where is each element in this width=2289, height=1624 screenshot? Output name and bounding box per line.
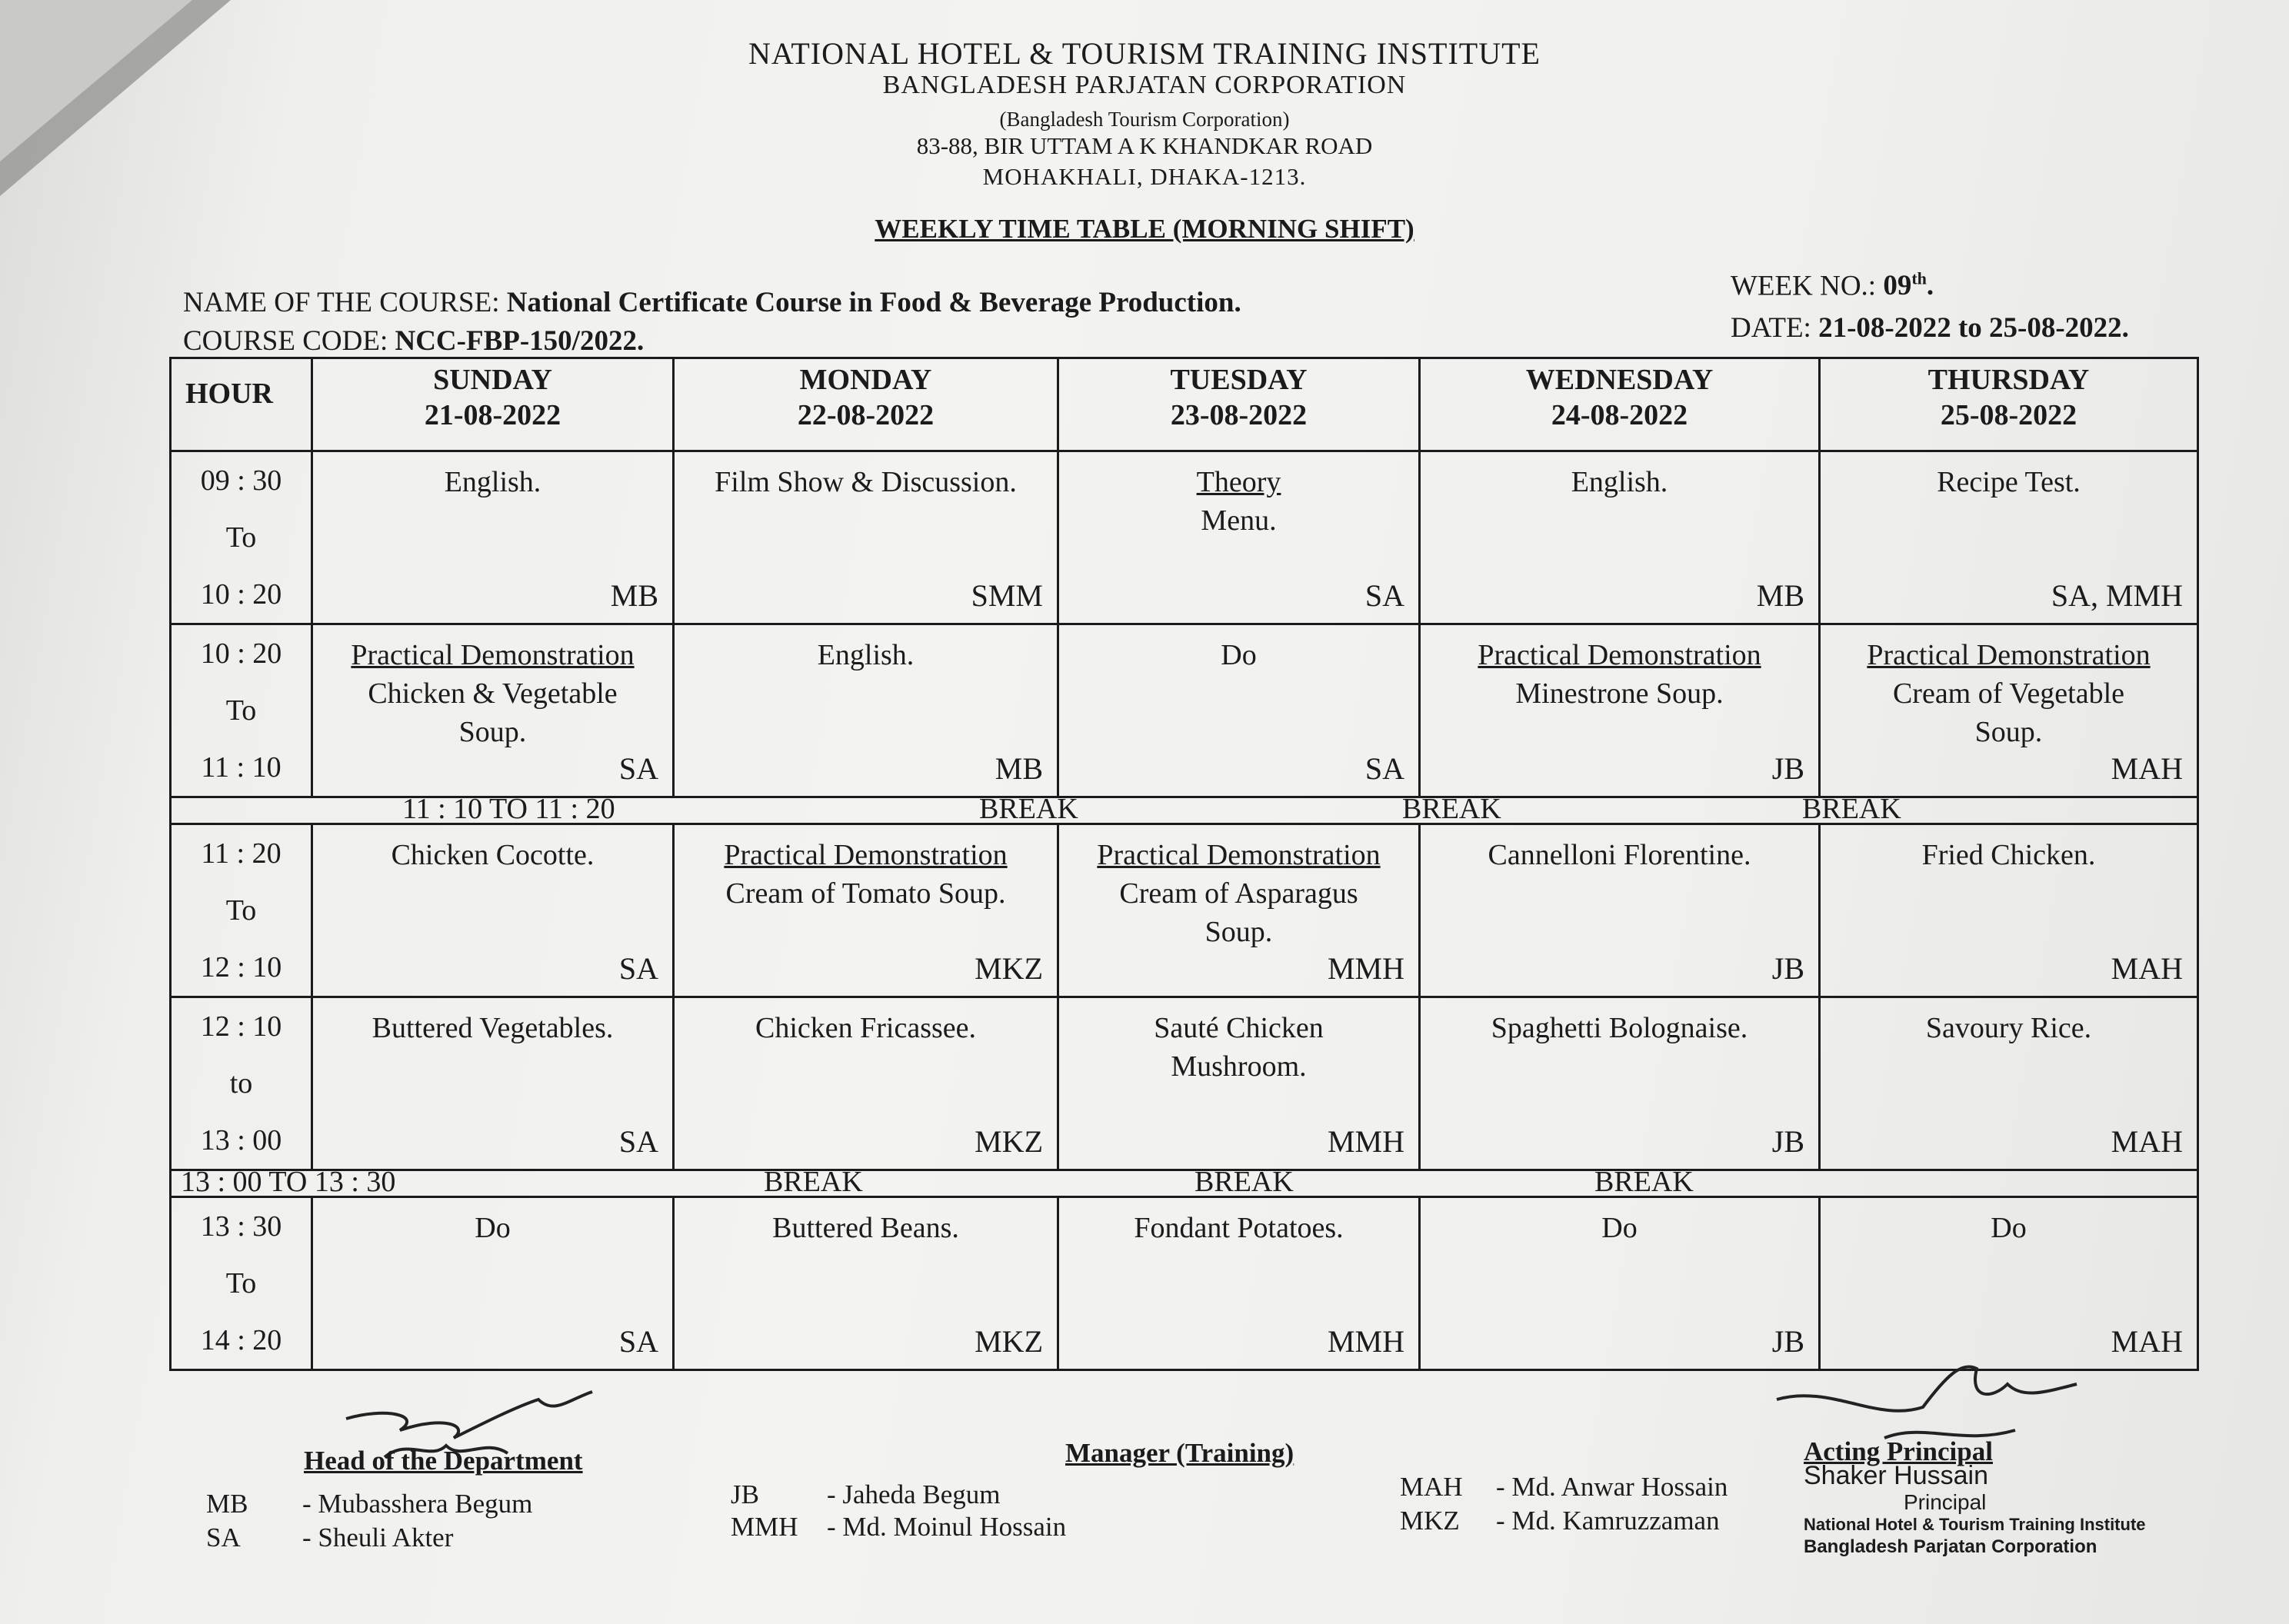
legend-mah: MAH - Md. Anwar Hossain [1400, 1472, 1728, 1502]
week-label: WEEK NO.: [1731, 270, 1877, 302]
class-cell [1420, 997, 1820, 1170]
class-subject: Buttered Vegetables. [372, 1012, 614, 1044]
instructor-initials: MKZ [975, 1324, 1043, 1359]
class-cell [674, 1197, 1058, 1370]
address-line-2: MOHAKHALI, DHAKA-1213. [982, 163, 1307, 190]
class-cell [1058, 624, 1420, 797]
class-cell [312, 624, 674, 797]
class-subject: Fondant Potatoes. [1134, 1212, 1344, 1244]
instructor-initials: MB [995, 751, 1043, 786]
class-subject: Cream of Vegetable [1892, 677, 2125, 710]
instructor-initials: JB [1771, 1324, 1804, 1359]
day-header-thursday: THURSDAY 25-08-2022 [1820, 358, 2198, 451]
instructor-initials: MB [1756, 578, 1804, 613]
hod-title: Head of the Department [304, 1446, 583, 1476]
time-slot-from: 13 : 30 [200, 1210, 282, 1243]
time-slot-to-word: To [225, 1267, 257, 1300]
hour-column-header: HOUR [171, 358, 312, 451]
course-code-value: NCC-FBP-150/2022. [395, 325, 645, 357]
time-slot-to: 12 : 10 [200, 951, 282, 983]
break-row [171, 797, 2198, 824]
time-slot-from: 09 : 30 [200, 464, 282, 497]
instructor-initials: SA, MMH [2051, 578, 2183, 613]
time-slot-to: 13 : 00 [200, 1124, 282, 1156]
instructor-initials: SA [618, 1324, 658, 1359]
time-slot-from: 10 : 20 [200, 637, 282, 670]
instructor-initials: MAH [2111, 1324, 2183, 1359]
instructor-initials: SA [618, 1124, 658, 1159]
corporation-english-name: (Bangladesh Tourism Corporation) [999, 108, 1290, 131]
time-slot-hours [171, 824, 312, 997]
class-subject: Film Show & Discussion. [715, 466, 1017, 498]
class-cell [1058, 997, 1420, 1170]
break-label: BREAK [764, 1166, 863, 1198]
time-slot-hours [171, 1197, 312, 1370]
instructor-initials: SA [1364, 578, 1404, 613]
time-slot-to-word: to [229, 1067, 253, 1100]
class-cell [674, 824, 1058, 997]
class-cell [1820, 1197, 2198, 1370]
class-subject: Do [1221, 639, 1257, 671]
class-cell [312, 1197, 674, 1370]
instructor-initials: MAH [2111, 951, 2183, 986]
class-subject: Savoury Rice. [1925, 1012, 2092, 1044]
instructor-initials: MAH [2111, 751, 2183, 786]
class-subject: English. [817, 639, 915, 671]
stamp-institute: National Hotel & Tourism Training Institute [1804, 1515, 2146, 1534]
class-cell [1420, 451, 1820, 624]
class-subject: Chicken & Vegetable [368, 677, 618, 710]
class-subject: Minestrone Soup. [1515, 677, 1724, 710]
class-subject: Do [1601, 1212, 1638, 1244]
time-slot-from: 12 : 10 [200, 1010, 282, 1043]
legend-mb: MB - Mubasshera Begum [206, 1489, 533, 1519]
time-slot-to-word: To [225, 894, 257, 927]
day-header-sunday: SUNDAY 21-08-2022 [312, 358, 674, 451]
instructor-initials: MMH [1327, 1324, 1404, 1359]
class-cell [1820, 451, 2198, 624]
week-value: 09th. [1883, 269, 1934, 302]
legend-mkz: MKZ - Md. Kamruzzaman [1400, 1506, 1720, 1536]
class-subject: Sauté Chicken [1154, 1012, 1324, 1044]
break-label: BREAK [1402, 793, 1501, 825]
time-slot-row [171, 624, 2198, 797]
class-cell [674, 624, 1058, 797]
instructor-initials: JB [1771, 1124, 1804, 1159]
day-header-tuesday: TUESDAY 23-08-2022 [1058, 358, 1420, 451]
instructor-initials: JB [1771, 751, 1804, 786]
time-slot-row [171, 451, 2198, 624]
break-row [171, 1170, 2198, 1197]
instructor-initials: MMH [1327, 1124, 1404, 1159]
class-cell [312, 824, 674, 997]
class-subject: Soup. [458, 716, 527, 748]
class-subject: Do [475, 1212, 511, 1244]
time-slot-to-word: To [225, 521, 257, 554]
instructor-initials: JB [1771, 951, 1804, 986]
class-cell [1820, 997, 2198, 1170]
instructor-initials: MB [610, 578, 658, 613]
instructor-initials: MKZ [975, 951, 1043, 986]
date-range [1731, 311, 2129, 344]
day-header-wednesday: WEDNESDAY 24-08-2022 [1420, 358, 1820, 451]
class-type-heading: Practical Demonstration [724, 839, 1008, 871]
instructor-initials: MAH [2111, 1124, 2183, 1159]
course-name-label: NAME OF THE COURSE: [183, 287, 500, 318]
day-header-monday: MONDAY 22-08-2022 [674, 358, 1058, 451]
timetable [169, 357, 2199, 1371]
class-subject: English. [1571, 466, 1668, 498]
class-cell [1420, 824, 1820, 997]
class-subject: Chicken Fricassee. [755, 1012, 977, 1044]
legend-mmh: MMH - Md. Moinul Hossain [731, 1512, 1067, 1542]
break-label: BREAK [1194, 1166, 1294, 1198]
class-subject: Cream of Tomato Soup. [725, 877, 1006, 910]
class-subject: Buttered Beans. [772, 1212, 959, 1244]
class-type-heading: Practical Demonstration [1478, 639, 1761, 671]
stamp-name: Shaker Hussain [1804, 1461, 1989, 1490]
instructor-initials: MKZ [975, 1124, 1043, 1159]
time-slot-from: 11 : 20 [201, 837, 282, 870]
instructor-initials: MMH [1327, 951, 1404, 986]
time-slot-hours [171, 624, 312, 797]
timetable-header-row [171, 358, 2198, 451]
break-label: BREAK [979, 793, 1078, 825]
class-cell [1820, 824, 2198, 997]
class-subject: Soup. [1974, 716, 2043, 748]
class-cell [1058, 451, 1420, 624]
time-slot-row [171, 1197, 2198, 1370]
class-cell [674, 451, 1058, 624]
time-slot-row [171, 997, 2198, 1170]
corporation-name: BANGLADESH PARJATAN CORPORATION [882, 71, 1407, 99]
stamp-role: Principal [1904, 1490, 1987, 1514]
instructor-initials: SA [618, 751, 658, 786]
class-cell [1820, 624, 2198, 797]
class-subject: Menu. [1201, 504, 1277, 537]
course-name [183, 286, 1241, 319]
legend-jb: JB - Jaheda Begum [731, 1479, 1001, 1509]
class-subject: Cannelloni Florentine. [1488, 839, 1751, 871]
time-slot-to: 14 : 20 [200, 1324, 282, 1356]
course-code-label: COURSE CODE: [183, 325, 388, 357]
class-cell [312, 997, 674, 1170]
date-value: 21-08-2022 to 25-08-2022. [1818, 312, 2129, 344]
document-title: WEEKLY TIME TABLE (MORNING SHIFT) [875, 214, 1414, 244]
class-subject: English. [444, 466, 541, 498]
manager-title: Manager (Training) [1065, 1438, 1294, 1468]
course-code [183, 324, 644, 358]
time-slot-to-word: To [225, 694, 257, 727]
class-type-heading: Practical Demonstration [1097, 839, 1381, 871]
class-type-heading: Practical Demonstration [351, 639, 635, 671]
time-slot-row [171, 824, 2198, 997]
break-label: BREAK [1594, 1166, 1694, 1198]
time-slot-hours [171, 997, 312, 1170]
address-line-1: 83-88, BIR UTTAM A K KHANDKAR ROAD [916, 132, 1373, 159]
class-type-heading: Practical Demonstration [1867, 639, 2151, 671]
institute-name: NATIONAL HOTEL & TOURISM TRAINING INSTITUTE [748, 36, 1541, 71]
class-cell [312, 451, 674, 624]
break-label: BREAK [1802, 793, 1901, 825]
week-number [1731, 269, 1934, 302]
date-label: DATE: [1731, 312, 1811, 344]
class-cell [1058, 1197, 1420, 1370]
class-subject: Cream of Asparagus [1119, 877, 1358, 910]
class-subject: Soup. [1204, 916, 1273, 948]
class-subject: Do [1991, 1212, 2027, 1244]
class-cell [674, 997, 1058, 1170]
time-slot-hours [171, 451, 312, 624]
class-cell [1420, 624, 1820, 797]
class-type-heading: Theory [1196, 466, 1281, 498]
class-subject: Fried Chicken. [1921, 839, 2096, 871]
break-time: 11 : 10 TO 11 : 20 [402, 793, 615, 825]
principal-title: Acting Principal [1804, 1436, 1993, 1466]
stamp-corporation: Bangladesh Parjatan Corporation [1804, 1536, 2097, 1557]
class-cell [1058, 824, 1420, 997]
class-cell [1420, 1197, 1820, 1370]
time-slot-to: 10 : 20 [200, 578, 282, 611]
class-subject: Chicken Cocotte. [391, 839, 595, 871]
class-subject: Recipe Test. [1937, 466, 2081, 498]
class-subject: Spaghetti Bolognaise. [1491, 1012, 1748, 1044]
break-time: 13 : 00 TO 13 : 30 [181, 1166, 396, 1198]
time-slot-to: 11 : 10 [201, 751, 282, 784]
instructor-initials: SA [1364, 751, 1404, 786]
class-subject: Mushroom. [1171, 1050, 1307, 1083]
instructor-initials: SMM [971, 578, 1043, 613]
legend-sa: SA - Sheuli Akter [206, 1522, 454, 1552]
course-name-value: National Certificate Course in Food & Beverage Production. [506, 287, 1241, 318]
instructor-initials: SA [618, 951, 658, 986]
